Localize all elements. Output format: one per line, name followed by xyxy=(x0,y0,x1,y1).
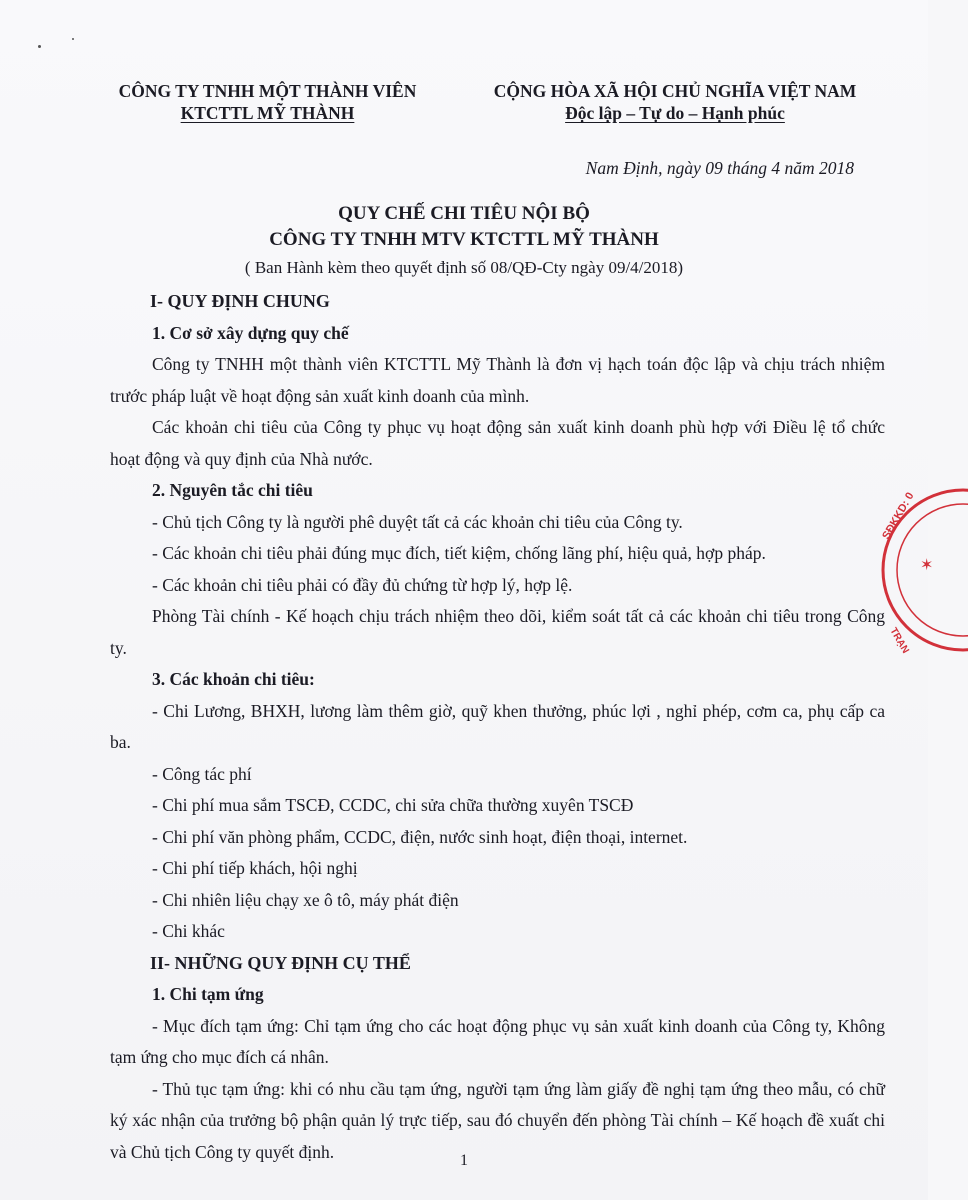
paragraph: Phòng Tài chính - Kế hoạch chịu trách nhiệm theo dõi, kiểm soát tất cả các khoản chi tiêu trong Công ty. xyxy=(110,606,885,658)
company-name-line2: KTCTTL MỸ THÀNH xyxy=(180,103,355,123)
document-subtitle: ( Ban Hành kèm theo quyết định số 08/QĐ-Cty ngày 09/4/2018) xyxy=(244,258,684,277)
list-item: - Các khoản chi tiêu phải có đầy đủ chứng từ hợp lý, hợp lệ. xyxy=(152,574,573,595)
document-title-line1: QUY CHẾ CHI TIÊU NỘI BỘ xyxy=(338,203,590,224)
list-item: - Thủ tục tạm ứng: khi có nhu cầu tạm ứng, người tạm ứng làm giấy đề nghị tạm ứng theo mẫu, có chữ ký xác nhận của trưởng bộ phận quản lý trực tiếp, sau đó chuyển đến phòng Tài chính – Kế hoạch đề xuất chi và Chủ tịch Công ty quyết định. xyxy=(110,1078,885,1162)
subsection-heading: 2. Nguyên tắc chi tiêu xyxy=(152,480,313,500)
subsection-heading: 1. Chi tạm ứng xyxy=(152,984,264,1004)
list-item: - Mục đích tạm ứng: Chỉ tạm ứng cho các hoạt động phục vụ sản xuất kinh doanh của Công ty, Không tạm ứng cho mục đích cá nhân. xyxy=(110,1015,885,1067)
list-item: - Chi phí văn phòng phẩm, CCDC, điện, nước sinh hoạt, điện thoại, internet. xyxy=(152,826,688,847)
document-body xyxy=(110,286,885,1168)
subsection-heading: 3. Các khoản chi tiêu: xyxy=(152,669,315,689)
page-number: 1 xyxy=(460,1152,468,1169)
scan-speck xyxy=(38,45,41,48)
list-item: - Các khoản chi tiêu phải đúng mục đích, tiết kiệm, chống lãng phí, hiệu quả, hợp pháp. xyxy=(152,543,766,563)
list-item: - Chi phí mua sắm TSCĐ, CCDC, chi sửa chữa thường xuyên TSCĐ xyxy=(152,795,634,815)
list-item: - Công tác phí xyxy=(152,763,252,784)
national-name: CỘNG HÒA XÃ HỘI CHỦ NGHĨA VIỆT NAM xyxy=(493,81,857,101)
national-motto-header xyxy=(460,80,890,124)
section-heading-2: II- NHỮNG QUY ĐỊNH CỤ THỂ xyxy=(150,952,411,973)
svg-text:✶: ✶ xyxy=(920,557,934,574)
list-item: - Chi nhiên liệu chạy xe ô tô, máy phát điện xyxy=(152,889,459,910)
svg-text:TRẠN: TRẠN xyxy=(887,626,911,656)
scan-speck xyxy=(72,38,74,40)
list-item: - Chi phí tiếp khách, hội nghị xyxy=(152,858,358,878)
company-name-line1: CÔNG TY TNHH MỘT THÀNH VIÊN xyxy=(118,81,417,101)
list-item: - Chi Lương, BHXH, lương làm thêm giờ, quỹ khen thưởng, phúc lợi , nghỉ phép, cơm ca, phụ cấp ca ba. xyxy=(110,700,885,752)
company-seal-stamp xyxy=(868,470,968,670)
svg-text:SĐKKD: 0: SĐKKD: 0 xyxy=(880,490,917,542)
document-date: Nam Định, ngày 09 tháng 4 năm 2018 xyxy=(585,158,854,178)
national-motto: Độc lập – Tự do – Hạnh phúc xyxy=(565,103,785,123)
list-item: - Chi khác xyxy=(152,921,225,941)
subsection-heading: 1. Cơ sở xây dựng quy chế xyxy=(152,322,349,343)
section-heading-1: I- QUY ĐỊNH CHUNG xyxy=(150,291,330,311)
list-item: - Chủ tịch Công ty là người phê duyệt tất cả các khoản chi tiêu của Công ty. xyxy=(152,511,683,532)
company-header xyxy=(95,80,440,124)
paragraph: Các khoản chi tiêu của Công ty phục vụ hoạt động sản xuất kinh doanh phù hợp với Điều lệ tổ chức hoạt động và quy định của Nhà nước. xyxy=(110,417,885,469)
document-title-line2: CÔNG TY TNHH MTV KTCTTL MỸ THÀNH xyxy=(269,229,659,250)
paragraph: Công ty TNHH một thành viên KTCTTL Mỹ Thành là đơn vị hạch toán độc lập và chịu trách nhiệm trước pháp luật về hoạt động sản xuất kinh doanh của mình. xyxy=(110,354,885,406)
